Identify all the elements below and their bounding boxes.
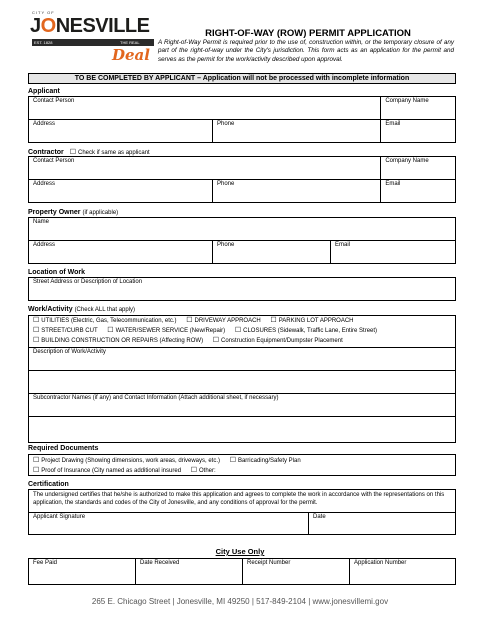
form-title: RIGHT-OF-WAY (ROW) PERMIT APPLICATION <box>205 28 411 39</box>
city-logo <box>30 10 158 74</box>
contractor-company-name-field[interactable] <box>381 157 456 180</box>
parking-lot-approach-label: PARKING LOT APPROACH <box>278 318 354 324</box>
contractor-table <box>28 156 456 203</box>
contractor-same-as-label: Check if same as applicant <box>78 150 150 156</box>
applicant-signature-field[interactable] <box>29 513 309 535</box>
work-description-label: Description of Work/Activity <box>33 349 106 355</box>
documents-heading <box>28 445 98 452</box>
logo-est: EST. 1828 <box>34 40 53 45</box>
other-document-label: Other: <box>198 468 216 474</box>
work-activity-box <box>28 315 456 443</box>
water-sewer-checkbox[interactable] <box>107 328 225 334</box>
fee-paid-label: Fee Paid <box>33 560 58 566</box>
barricading-plan-label: Barricading/Safety Plan <box>237 458 301 464</box>
proof-insurance-checkbox[interactable] <box>33 468 181 474</box>
applicant-address-field[interactable] <box>29 120 213 143</box>
street-curb-cut-checkbox[interactable] <box>33 328 98 334</box>
location-field[interactable] <box>28 277 456 301</box>
city-use-heading: City Use Only <box>215 547 265 556</box>
work-heading <box>28 306 135 313</box>
logo-city-of: CITY OF <box>32 10 55 15</box>
building-construction-label: BUILDING CONSTRUCTION OR REPAIRS (Affecting ROW) <box>41 338 204 344</box>
street-curb-cut-label: STREET/CURB CUT <box>41 328 98 334</box>
date-received-field[interactable] <box>136 559 243 585</box>
applicant-heading-text: Applicant <box>28 88 60 95</box>
other-document-input[interactable] <box>217 469 427 476</box>
closures-label: CLOSURES (Sidewalk, Traffic Lane, Entire Street) <box>243 328 378 334</box>
other-document-checkbox[interactable] <box>191 468 216 474</box>
property-owner-email-field[interactable] <box>331 241 456 264</box>
contractor-heading <box>28 148 150 156</box>
subcontractors-field[interactable] <box>29 393 455 443</box>
work-description-rule <box>29 370 455 371</box>
project-drawing-checkbox[interactable] <box>33 458 220 464</box>
fee-paid-field[interactable] <box>29 559 136 585</box>
application-number-label: Application Number <box>354 560 407 566</box>
applicant-signature-label: Applicant Signature <box>33 514 86 520</box>
subcontractors-rule <box>29 416 455 417</box>
contractor-address-label: Address <box>33 181 56 187</box>
application-number-field[interactable] <box>350 559 456 585</box>
footer-contact: 265 E. Chicago Street | Jonesville, MI 49250 | 517-849-2104 | www.jonesvillemi.gov <box>91 597 389 606</box>
work-note: (Check ALL that apply) <box>74 307 136 313</box>
logo-the-real: THE REAL <box>120 40 140 45</box>
property-owner-name-field[interactable] <box>29 218 456 241</box>
signature-date-field[interactable] <box>309 513 456 535</box>
property-owner-note: (if applicable) <box>82 210 119 216</box>
property-owner-email-label: Email <box>335 242 351 248</box>
driveway-approach-checkbox[interactable] <box>186 318 261 324</box>
date-received-label: Date Received <box>140 560 180 566</box>
driveway-approach-label: DRIVEWAY APPROACH <box>194 318 261 324</box>
contractor-contact-person-field[interactable] <box>29 157 381 180</box>
project-drawing-label: Project Drawing (Showing dimensions, work areas, driveways, etc.) <box>41 458 221 464</box>
property-owner-phone-field[interactable] <box>213 241 331 264</box>
property-owner-name-label: Name <box>33 219 50 225</box>
signature-date-label: Date <box>313 514 326 520</box>
contractor-company-name-label: Company Name <box>385 158 429 164</box>
property-owner-table <box>28 217 456 264</box>
location-field-label: Street Address or Description of Location <box>33 279 143 285</box>
contractor-address-field[interactable] <box>29 180 213 203</box>
applicant-banner: TO BE COMPLETED BY APPLICANT – Application will not be processed with incomplete information <box>28 73 456 84</box>
applicant-company-name-label: Company Name <box>385 98 429 104</box>
receipt-number-field[interactable] <box>243 559 350 585</box>
utilities-label: UTILITIES (Electric, Gas, Telecommunication, etc.) <box>41 318 177 324</box>
equipment-dumpster-label: Construction Equipment/Dumpster Placement <box>221 338 343 344</box>
contractor-email-field[interactable] <box>381 180 456 203</box>
applicant-phone-field[interactable] <box>213 120 381 143</box>
applicant-address-label: Address <box>33 121 56 127</box>
property-owner-address-field[interactable] <box>29 241 213 264</box>
receipt-number-label: Receipt Number <box>247 560 291 566</box>
applicant-phone-label: Phone <box>217 121 235 127</box>
applicant-contact-person-field[interactable] <box>29 97 381 120</box>
applicant-email-field[interactable] <box>381 120 456 143</box>
building-construction-checkbox[interactable] <box>33 338 203 344</box>
property-owner-address-label: Address <box>33 242 56 248</box>
property-owner-heading-text: Property Owner <box>28 209 81 216</box>
logo-letter-j: J <box>30 15 41 37</box>
work-heading-text: Work/Activity <box>28 306 73 313</box>
contractor-heading-text: Contractor <box>28 149 64 156</box>
water-sewer-label: WATER/SEWER SERVICE (New/Repair) <box>115 328 226 334</box>
property-owner-phone-label: Phone <box>217 242 235 248</box>
applicant-heading <box>28 88 60 95</box>
equipment-dumpster-checkbox[interactable] <box>213 338 343 344</box>
signature-table <box>28 512 456 535</box>
logo-letters-nesville: NESVILLE <box>55 15 150 37</box>
applicant-email-label: Email <box>385 121 401 127</box>
parking-lot-approach-checkbox[interactable] <box>270 318 353 324</box>
logo-wordmark <box>30 15 149 38</box>
documents-box <box>28 454 456 476</box>
contractor-phone-field[interactable] <box>213 180 381 203</box>
city-use-table <box>28 558 456 585</box>
certification-heading-text: Certification <box>28 481 69 488</box>
form-intro: A Right-of-Way Permit is required prior to the use of, construction within, or the temporary closure of any part of the right-of-way under the City's jurisdiction. This form acts as an application for the permit and serves as the permit for the work/activity described upon approval. <box>158 39 454 63</box>
utilities-checkbox[interactable] <box>33 318 177 324</box>
certification-statement <box>28 489 456 513</box>
location-heading-text: Location of Work <box>28 269 86 276</box>
property-owner-heading <box>28 209 118 216</box>
contractor-phone-label: Phone <box>217 181 235 187</box>
closures-checkbox[interactable] <box>235 328 377 334</box>
contractor-email-label: Email <box>385 181 401 187</box>
applicant-table <box>28 96 456 143</box>
documents-heading-text: Required Documents <box>28 445 99 452</box>
subcontractors-label: Subcontractor Names (if any) and Contact Information (Attach additional sheet, if necessary) <box>33 395 279 401</box>
certification-heading <box>28 481 69 488</box>
logo-letter-o: O <box>40 15 56 37</box>
applicant-company-name-field[interactable] <box>381 97 456 120</box>
certification-text: The undersigned certifies that he/she is authorized to make this application and agrees to complete the work in accordance with the representations on this application, the standards and codes of the City of Jonesville, and any conditions of approval for the permit. <box>33 492 445 506</box>
logo-deal-script: Deal <box>112 46 150 64</box>
location-heading <box>28 269 85 276</box>
contractor-contact-person-label: Contact Person <box>33 158 75 164</box>
barricading-plan-checkbox[interactable] <box>230 458 301 464</box>
applicant-contact-person-label: Contact Person <box>33 98 75 104</box>
proof-insurance-label: Proof of Insurance (City named as additional insured <box>41 468 182 474</box>
